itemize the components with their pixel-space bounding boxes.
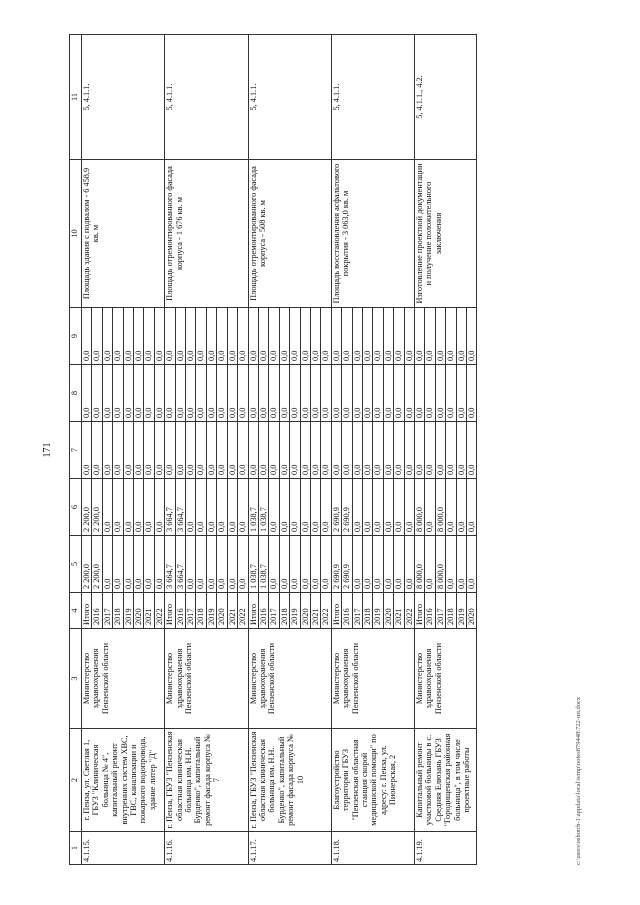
amount-cell: 0,0 <box>394 422 404 479</box>
amount-cell: 0,0 <box>144 536 154 593</box>
amount-cell: 0,0 <box>144 479 154 536</box>
amount-cell: 0,0 <box>186 479 196 536</box>
amount-cell: 0,0 <box>175 308 185 365</box>
column-header: 5 <box>70 536 82 593</box>
amount-cell: 0,0 <box>425 422 435 479</box>
amount-cell: 0,0 <box>373 308 383 365</box>
amount-cell: 0,0 <box>373 365 383 422</box>
page-number: 171 <box>42 442 53 458</box>
amount-cell: 0,0 <box>144 308 154 365</box>
year-cell: 2018 <box>362 593 372 629</box>
amount-cell: 0,0 <box>269 479 279 536</box>
amount-cell: 0,0 <box>123 479 133 536</box>
year-cell: 2016 <box>92 593 102 629</box>
amount-cell: 0,0 <box>446 365 456 422</box>
amount-cell: 0,0 <box>269 536 279 593</box>
amount-cell: 0,0 <box>425 365 435 422</box>
amount-cell: 0,0 <box>404 365 414 422</box>
amount-cell: 0,0 <box>300 422 310 479</box>
amount-cell: 0,0 <box>362 308 372 365</box>
amount-cell: 0,0 <box>227 536 237 593</box>
amount-cell: 0,0 <box>300 365 310 422</box>
amount-cell: 0,0 <box>82 422 92 479</box>
item-number: 4.1.19. <box>415 832 477 865</box>
indicator-cell: Площадь отремонтированного фасада корпуса - 508 кв. м <box>248 160 331 308</box>
year-cell: 2018 <box>446 593 456 629</box>
amount-cell: 0,0 <box>92 365 102 422</box>
amount-cell: 0,0 <box>300 308 310 365</box>
amount-cell: 0,0 <box>290 536 300 593</box>
reference-cell: 5, 4.1.1. <box>165 35 248 160</box>
amount-cell: 0,0 <box>154 479 164 536</box>
amount-cell: 0,0 <box>165 422 175 479</box>
table-row <box>248 35 258 865</box>
amount-cell: 0,0 <box>310 479 320 536</box>
item-number: 4.1.16. <box>165 832 248 865</box>
amount-cell: 0,0 <box>279 365 289 422</box>
amount-cell: 0,0 <box>134 308 144 365</box>
amount-cell: 0,0 <box>321 536 331 593</box>
table-row <box>331 35 341 865</box>
amount-cell: 0,0 <box>206 479 216 536</box>
column-header: 9 <box>70 308 82 365</box>
amount-cell: 0,0 <box>362 479 372 536</box>
amount-cell: 8 000,0 <box>415 536 425 593</box>
item-number: 4.1.15. <box>82 832 165 865</box>
amount-cell: 0,0 <box>373 422 383 479</box>
amount-cell: 0,0 <box>435 308 445 365</box>
item-number: 4.1.18. <box>331 832 414 865</box>
amount-cell: 0,0 <box>227 308 237 365</box>
amount-cell: 0,0 <box>113 422 123 479</box>
amount-cell: 0,0 <box>258 365 268 422</box>
amount-cell: 0,0 <box>123 308 133 365</box>
indicator-cell: Площадь восстановления асфальтового покрытия - 3 063,0 кв. м <box>331 160 414 308</box>
item-executor: Министерство здравоохранения Пензенской области <box>82 629 165 729</box>
amount-cell: 0,0 <box>404 308 414 365</box>
amount-cell: 0,0 <box>134 536 144 593</box>
amount-cell: 0,0 <box>217 422 227 479</box>
year-cell: 2020 <box>134 593 144 629</box>
amount-cell: 0,0 <box>269 365 279 422</box>
amount-cell: 0,0 <box>467 365 477 422</box>
year-cell: 2022 <box>321 593 331 629</box>
amount-cell: 0,0 <box>321 365 331 422</box>
amount-cell: 0,0 <box>456 365 466 422</box>
amount-cell: 0,0 <box>467 479 477 536</box>
amount-cell: 0,0 <box>227 479 237 536</box>
amount-cell: 0,0 <box>310 308 320 365</box>
amount-cell: 0,0 <box>154 308 164 365</box>
amount-cell: 1 038,7 <box>258 479 268 536</box>
amount-cell: 2 200,0 <box>82 479 92 536</box>
amount-cell: 2 690,9 <box>342 479 352 536</box>
amount-cell: 0,0 <box>269 422 279 479</box>
file-path-footer: c:\users\oshorrh-1\appdata\local\temp\notes879448\722-пп.docx <box>575 696 582 865</box>
amount-cell: 0,0 <box>186 365 196 422</box>
item-name: Капитальный ремонт участковой больницы в с. Средняя Елюзань ГБУЗ "Городищенская районная больница", в том числе проектные работы <box>415 729 477 832</box>
amount-cell: 0,0 <box>404 536 414 593</box>
rotated-page <box>37 35 597 865</box>
amount-cell: 0,0 <box>238 479 248 536</box>
amount-cell: 0,0 <box>217 365 227 422</box>
amount-cell: 0,0 <box>394 308 404 365</box>
year-cell: 2021 <box>394 593 404 629</box>
amount-cell: 0,0 <box>217 536 227 593</box>
amount-cell: 0,0 <box>467 422 477 479</box>
amount-cell: 0,0 <box>134 479 144 536</box>
amount-cell: 0,0 <box>206 308 216 365</box>
amount-cell: 1 038,7 <box>258 536 268 593</box>
amount-cell: 0,0 <box>102 365 112 422</box>
amount-cell: 0,0 <box>446 536 456 593</box>
item-executor: Министерство здравоохранения Пензенской области <box>248 629 331 729</box>
amount-cell: 0,0 <box>279 479 289 536</box>
amount-cell: 0,0 <box>300 536 310 593</box>
reference-cell: 5, 4.1.1. <box>248 35 331 160</box>
amount-cell: 0,0 <box>113 536 123 593</box>
column-header: 10 <box>70 160 82 308</box>
amount-cell: 0,0 <box>415 365 425 422</box>
table-row <box>415 35 425 865</box>
item-name: г. Пенза, ГБУЗ "Пензенская областная клиническая больница им. Н.Н. Бурденко", капитальный ремонт фасада корпуса № 7 <box>165 729 248 832</box>
amount-cell: 0,0 <box>206 365 216 422</box>
amount-cell: 0,0 <box>342 365 352 422</box>
amount-cell: 0,0 <box>321 479 331 536</box>
reference-cell: 5, 4.1.1. <box>331 35 414 160</box>
amount-cell: 0,0 <box>123 365 133 422</box>
amount-cell: 0,0 <box>383 536 393 593</box>
amount-cell: 0,0 <box>186 422 196 479</box>
column-header: 1 <box>70 832 82 865</box>
amount-cell: 0,0 <box>362 536 372 593</box>
year-cell: 2017 <box>435 593 445 629</box>
amount-cell: 0,0 <box>352 536 362 593</box>
amount-cell: 0,0 <box>175 422 185 479</box>
item-executor: Министерство здравоохранения Пензенской области <box>331 629 414 729</box>
column-header: 8 <box>70 365 82 422</box>
amount-cell: 2 200,0 <box>92 479 102 536</box>
year-cell: 2022 <box>238 593 248 629</box>
amount-cell: 0,0 <box>258 308 268 365</box>
amount-cell: 0,0 <box>435 365 445 422</box>
amount-cell: 0,0 <box>404 422 414 479</box>
amount-cell: 0,0 <box>248 422 258 479</box>
amount-cell: 0,0 <box>383 422 393 479</box>
amount-cell: 0,0 <box>446 479 456 536</box>
amount-cell: 0,0 <box>102 308 112 365</box>
amount-cell: 0,0 <box>82 308 92 365</box>
amount-cell: 0,0 <box>446 422 456 479</box>
amount-cell: 0,0 <box>456 536 466 593</box>
item-number: 4.1.17. <box>248 832 331 865</box>
amount-cell: 0,0 <box>290 308 300 365</box>
year-cell: 2020 <box>217 593 227 629</box>
amount-cell: 0,0 <box>227 422 237 479</box>
table-body <box>82 35 477 865</box>
amount-cell: 0,0 <box>373 536 383 593</box>
item-name: г. Пенза, ул. Светлая 1, ГБУЗ "Клиническая больница № 4", капитальный ремонт внутренних систем ХВС, ГВС, канализации и пожарного водопровода, здание литер "Д" <box>82 729 165 832</box>
amount-cell: 0,0 <box>206 536 216 593</box>
amount-cell: 8 000,0 <box>415 479 425 536</box>
amount-cell: 2 690,9 <box>331 536 341 593</box>
amount-cell: 0,0 <box>279 536 289 593</box>
amount-cell: 0,0 <box>196 422 206 479</box>
amount-cell: 2 690,9 <box>331 479 341 536</box>
amount-cell: 0,0 <box>186 308 196 365</box>
amount-cell: 0,0 <box>383 479 393 536</box>
amount-cell: 0,0 <box>435 422 445 479</box>
amount-cell: 0,0 <box>238 422 248 479</box>
reference-cell: 5, 4.1.1. <box>82 35 165 160</box>
amount-cell: 0,0 <box>321 308 331 365</box>
indicator-cell: Площадь отремонтированного фасада корпуса - 1 676 кв. м <box>165 160 248 308</box>
amount-cell: 0,0 <box>352 422 362 479</box>
amount-cell: 0,0 <box>102 479 112 536</box>
amount-cell: 2 200,0 <box>92 536 102 593</box>
year-cell: 2019 <box>290 593 300 629</box>
amount-cell: 0,0 <box>175 365 185 422</box>
amount-cell: 0,0 <box>415 308 425 365</box>
amount-cell: 0,0 <box>154 536 164 593</box>
column-header: 11 <box>70 35 82 160</box>
year-cell: 2016 <box>425 593 435 629</box>
amount-cell: 0,0 <box>196 365 206 422</box>
amount-cell: 0,0 <box>279 308 289 365</box>
year-cell: 2016 <box>258 593 268 629</box>
amount-cell: 0,0 <box>123 536 133 593</box>
amount-cell: 0,0 <box>456 479 466 536</box>
year-cell: 2017 <box>352 593 362 629</box>
amount-cell: 0,0 <box>467 536 477 593</box>
amount-cell: 0,0 <box>144 365 154 422</box>
column-header: 4 <box>70 593 82 629</box>
amount-cell: 0,0 <box>154 422 164 479</box>
amount-cell: 0,0 <box>258 422 268 479</box>
year-cell: 2017 <box>269 593 279 629</box>
amount-cell: 1 038,7 <box>248 479 258 536</box>
table-row <box>82 35 92 865</box>
column-header: 3 <box>70 629 82 729</box>
amount-cell: 0,0 <box>154 365 164 422</box>
amount-cell: 8 000,0 <box>435 479 445 536</box>
amount-cell: 0,0 <box>383 365 393 422</box>
year-cell: 2021 <box>227 593 237 629</box>
year-cell: 2022 <box>154 593 164 629</box>
amount-cell: 0,0 <box>82 365 92 422</box>
amount-cell: 0,0 <box>269 308 279 365</box>
column-header: 2 <box>70 729 82 832</box>
column-header: 6 <box>70 479 82 536</box>
year-cell: Итого <box>248 593 258 629</box>
amount-cell: 0,0 <box>102 536 112 593</box>
item-name: г. Пенза, ГБУЗ "Пензенская областная клиническая больница им. Н.Н. Бурденко", капитальный ремонт фасада корпуса № 10 <box>248 729 331 832</box>
amount-cell: 0,0 <box>446 308 456 365</box>
amount-cell: 0,0 <box>134 365 144 422</box>
amount-cell: 0,0 <box>238 365 248 422</box>
amount-cell: 0,0 <box>373 479 383 536</box>
amount-cell: 0,0 <box>331 422 341 479</box>
year-cell: 2022 <box>404 593 414 629</box>
amount-cell: 0,0 <box>123 422 133 479</box>
year-cell: 2019 <box>206 593 216 629</box>
amount-cell: 0,0 <box>425 308 435 365</box>
amount-cell: 0,0 <box>206 422 216 479</box>
year-cell: 2016 <box>342 593 352 629</box>
year-cell: 2020 <box>300 593 310 629</box>
amount-cell: 3 664,7 <box>175 479 185 536</box>
indicator-cell: Площадь здания с подвалом - 6 458,9 кв. м <box>82 160 165 308</box>
amount-cell: 0,0 <box>362 422 372 479</box>
amount-cell: 0,0 <box>113 365 123 422</box>
amount-cell: 0,0 <box>248 365 258 422</box>
amount-cell: 0,0 <box>102 422 112 479</box>
amount-cell: 0,0 <box>113 308 123 365</box>
amount-cell: 0,0 <box>425 479 435 536</box>
amount-cell: 0,0 <box>113 479 123 536</box>
amount-cell: 0,0 <box>144 422 154 479</box>
amount-cell: 0,0 <box>310 365 320 422</box>
amount-cell: 0,0 <box>238 536 248 593</box>
amount-cell: 0,0 <box>196 536 206 593</box>
year-cell: 2016 <box>175 593 185 629</box>
program-table <box>69 34 477 865</box>
year-cell: Итого <box>82 593 92 629</box>
amount-cell: 0,0 <box>92 308 102 365</box>
amount-cell: 0,0 <box>404 479 414 536</box>
year-cell: Итого <box>331 593 341 629</box>
indicator-cell: Изготовление проектной документации и получение положительного заключения <box>415 160 477 308</box>
amount-cell: 0,0 <box>196 479 206 536</box>
amount-cell: 3 664,7 <box>165 479 175 536</box>
year-cell: 2019 <box>456 593 466 629</box>
amount-cell: 0,0 <box>342 422 352 479</box>
amount-cell: 2 200,0 <box>82 536 92 593</box>
amount-cell: 0,0 <box>196 308 206 365</box>
amount-cell: 0,0 <box>165 365 175 422</box>
amount-cell: 0,0 <box>186 536 196 593</box>
amount-cell: 0,0 <box>394 365 404 422</box>
amount-cell: 0,0 <box>238 308 248 365</box>
year-cell: 2020 <box>383 593 393 629</box>
amount-cell: 0,0 <box>165 308 175 365</box>
amount-cell: 0,0 <box>290 422 300 479</box>
amount-cell: 0,0 <box>321 422 331 479</box>
amount-cell: 3 664,7 <box>165 536 175 593</box>
amount-cell: 0,0 <box>394 479 404 536</box>
amount-cell: 0,0 <box>342 308 352 365</box>
amount-cell: 0,0 <box>362 365 372 422</box>
amount-cell: 0,0 <box>383 308 393 365</box>
amount-cell: 0,0 <box>227 365 237 422</box>
amount-cell: 0,0 <box>352 365 362 422</box>
amount-cell: 0,0 <box>415 422 425 479</box>
year-cell: 2018 <box>279 593 289 629</box>
amount-cell: 0,0 <box>300 479 310 536</box>
year-cell: 2019 <box>373 593 383 629</box>
amount-cell: 0,0 <box>248 308 258 365</box>
year-cell: 2017 <box>186 593 196 629</box>
amount-cell: 0,0 <box>394 536 404 593</box>
reference-cell: 5, 4.1.1., 4.2. <box>415 35 477 160</box>
amount-cell: 0,0 <box>467 308 477 365</box>
amount-cell: 0,0 <box>331 308 341 365</box>
amount-cell: 0,0 <box>290 365 300 422</box>
amount-cell: 0,0 <box>310 422 320 479</box>
column-header: 7 <box>70 422 82 479</box>
amount-cell: 0,0 <box>279 422 289 479</box>
year-cell: 2018 <box>113 593 123 629</box>
amount-cell: 0,0 <box>217 479 227 536</box>
item-name: Благоустройство территории ГБУЗ "Пензенская областная станция скорой медицинской помощи" по адресу: г. Пенза, ул. Пионерская, 2 <box>331 729 414 832</box>
year-cell: Итого <box>415 593 425 629</box>
year-cell: 2017 <box>102 593 112 629</box>
amount-cell: 0,0 <box>92 422 102 479</box>
table-row <box>165 35 175 865</box>
year-cell: Итого <box>165 593 175 629</box>
item-executor: Министерство здравоохранения Пензенской области <box>415 629 477 729</box>
year-cell: 2020 <box>467 593 477 629</box>
item-executor: Министерство здравоохранения Пензенской области <box>165 629 248 729</box>
year-cell: 2018 <box>196 593 206 629</box>
header-row <box>70 35 82 865</box>
amount-cell: 0,0 <box>290 479 300 536</box>
amount-cell: 0,0 <box>331 365 341 422</box>
amount-cell: 2 690,9 <box>342 536 352 593</box>
amount-cell: 0,0 <box>134 422 144 479</box>
year-cell: 2021 <box>144 593 154 629</box>
amount-cell: 3 664,7 <box>175 536 185 593</box>
amount-cell: 0,0 <box>352 308 362 365</box>
amount-cell: 0,0 <box>456 308 466 365</box>
year-cell: 2021 <box>310 593 320 629</box>
amount-cell: 0,0 <box>310 536 320 593</box>
amount-cell: 1 038,7 <box>248 536 258 593</box>
year-cell: 2019 <box>123 593 133 629</box>
amount-cell: 0,0 <box>352 479 362 536</box>
amount-cell: 8 000,0 <box>435 536 445 593</box>
amount-cell: 0,0 <box>217 308 227 365</box>
amount-cell: 0,0 <box>425 536 435 593</box>
amount-cell: 0,0 <box>456 422 466 479</box>
